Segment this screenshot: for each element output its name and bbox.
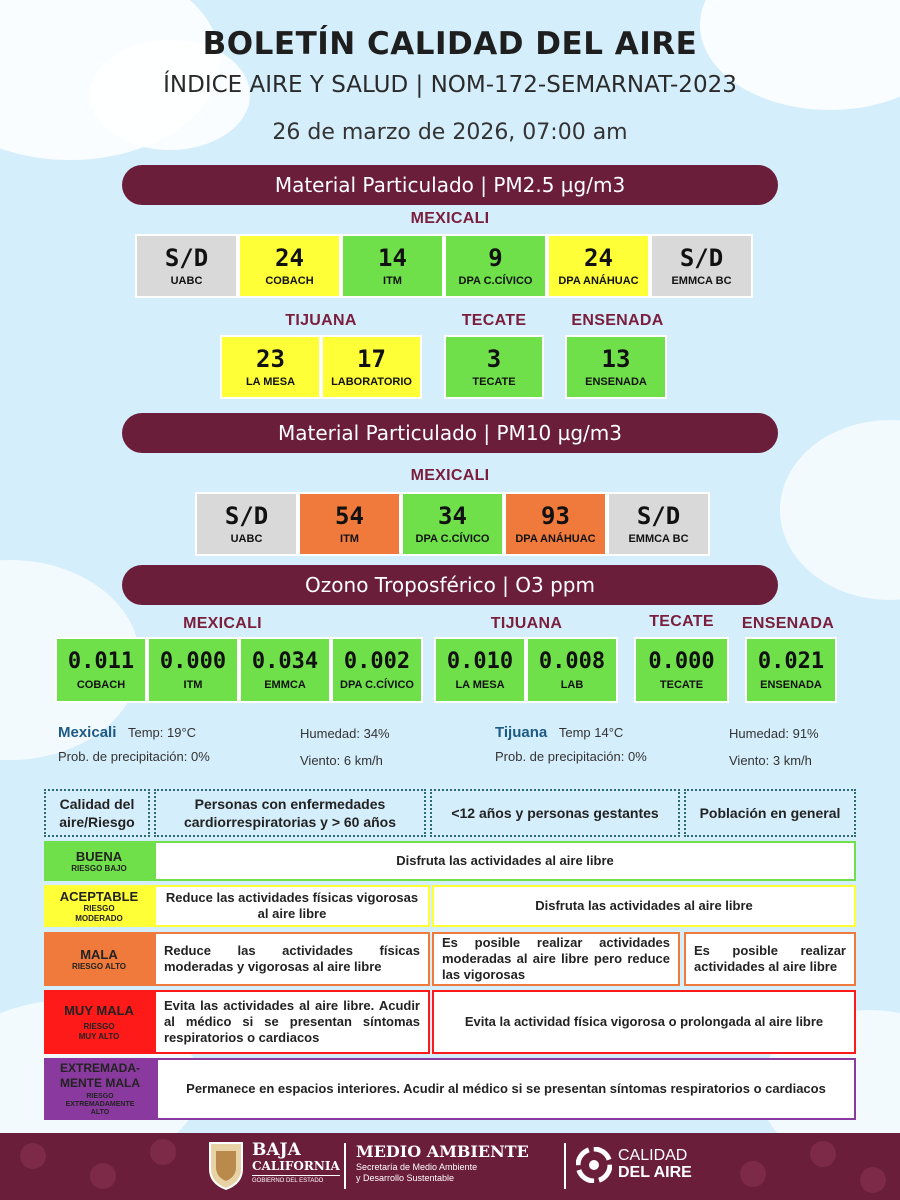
- station-cell: [547, 234, 650, 298]
- station-value: S/D: [164, 244, 209, 272]
- pm25-city-mexicali: MEXICALI: [410, 210, 490, 227]
- level-extrema-name: EXTREMADA-MENTE MALA: [60, 1061, 140, 1090]
- station-cell: [239, 637, 331, 703]
- station-value: 0.002: [343, 649, 411, 674]
- station-cell: [321, 335, 422, 399]
- station-name: TECATE: [472, 376, 516, 388]
- footer-ca-line1: CALIDAD: [618, 1147, 688, 1164]
- muymala-others-message: Evita la actividad física vigorosa o prolongada al aire libre: [432, 990, 856, 1054]
- baja-california-logo: [206, 1139, 246, 1191]
- level-extrema: [44, 1058, 156, 1120]
- level-buena-risk: RIESGO BAJO: [71, 863, 127, 873]
- footer: [0, 1133, 900, 1200]
- weather-tijuana-temp: Temp 14°C: [558, 725, 624, 740]
- station-name: DPA ANÁHUAC: [558, 275, 639, 287]
- level-mala-name: MALA: [80, 946, 118, 962]
- station-cell: [238, 234, 341, 298]
- weather-mexicali-wind: Viento: 6 km/h: [300, 753, 383, 768]
- o3-banner: Ozono Troposférico | O3 ppm: [122, 565, 778, 605]
- level-aceptable-risk: RIESGO MODERADO: [75, 903, 123, 923]
- station-cell: [526, 637, 618, 703]
- station-name: UABC: [230, 533, 263, 545]
- level-mala-risk: RIESGO ALTO: [71, 961, 127, 971]
- station-name: LAB: [560, 679, 584, 691]
- station-name: ITM: [183, 679, 203, 691]
- station-value: S/D: [679, 244, 724, 272]
- footer-bc-line1: BAJA: [252, 1140, 301, 1160]
- footer-pattern: [20, 1143, 46, 1169]
- footer-ma-line2: Secretaría de Medio Ambiente: [356, 1162, 478, 1172]
- station-name: ITM: [383, 275, 402, 287]
- station-name: LA MESA: [245, 376, 296, 388]
- footer-pattern: [90, 1163, 116, 1189]
- station-value: 0.021: [757, 649, 825, 674]
- station-cell: [147, 637, 239, 703]
- o3-city-tecate: TECATE: [649, 613, 714, 630]
- muymala-cardio-message: Evita las actividades al aire libre. Acudir al médico si se presentan síntomas respiratorios o cardiacos: [154, 990, 430, 1054]
- station-value: 3: [486, 345, 502, 373]
- table-header-children: <12 años y personas gestantes: [430, 789, 680, 837]
- station-name: EMMCA BC: [671, 275, 732, 287]
- weather-tijuana-humidity: Humedad: 91%: [729, 726, 819, 741]
- station-value: 14: [378, 244, 407, 272]
- table-header-risk: Calidad del aire/Riesgo: [44, 789, 150, 837]
- pm25-city-ensenada: ENSENADA: [571, 312, 664, 329]
- station-cell: [504, 492, 607, 556]
- pm25-city-tijuana: TIJUANA: [285, 312, 357, 329]
- level-mala: [44, 932, 154, 986]
- station-name: DPA C.CÍVICO: [415, 533, 490, 545]
- mala-cardio-message: Reduce las actividades físicas moderadas y vigorosas al aire libre: [154, 932, 430, 986]
- station-value: 9: [488, 244, 503, 272]
- footer-pattern: [860, 1167, 886, 1193]
- footer-pattern: [810, 1141, 836, 1167]
- footer-pattern: [150, 1139, 176, 1165]
- station-cell: [55, 637, 147, 703]
- o3-city-tijuana: TIJUANA: [490, 615, 563, 632]
- pm25-city-tecate: TECATE: [461, 312, 527, 329]
- level-aceptable: [44, 885, 154, 927]
- station-value: 0.010: [446, 649, 514, 674]
- pm10-city-mexicali: MEXICALI: [410, 467, 490, 484]
- station-value: S/D: [636, 502, 681, 530]
- station-name: DPA ANÁHUAC: [515, 533, 596, 545]
- station-value: 13: [601, 345, 631, 373]
- footer-bc-line3: GOBIERNO DEL ESTADO: [252, 1175, 340, 1186]
- station-cell: [135, 234, 238, 298]
- station-value: 0.000: [648, 649, 715, 674]
- level-buena: [44, 841, 154, 881]
- air-quality-icon: [576, 1147, 612, 1183]
- o3-city-mexicali: MEXICALI: [183, 615, 262, 632]
- station-value: 0.034: [251, 649, 319, 674]
- weather-tijuana-wind: Viento: 3 km/h: [729, 753, 812, 768]
- footer-pattern: [740, 1161, 766, 1187]
- station-name: ITM: [340, 533, 359, 545]
- station-name: LABORATORIO: [331, 376, 412, 388]
- aceptable-cardio-message: Reduce las actividades físicas vigorosas al aire libre: [154, 885, 430, 927]
- station-cell: [341, 234, 444, 298]
- station-name: COBACH: [76, 679, 126, 691]
- table-header-cardio: Personas con enfermedades cardiorrespiratorias y > 60 años: [154, 789, 426, 837]
- mala-children-message: Es posible realizar actividades moderadas al aire libre pero reduce las vigorosas: [432, 932, 680, 986]
- station-name: DPA C.CÍVICO: [340, 679, 414, 691]
- weather-mexicali-temp: Temp: 19°C: [128, 725, 197, 740]
- station-name: EMMCA: [264, 679, 306, 691]
- footer-bc-line2: CALIFORNIA: [252, 1159, 340, 1173]
- weather-mexicali-city: Mexicali: [58, 724, 117, 741]
- level-buena-name: BUENA: [75, 848, 123, 864]
- level-muymala-name: MUY MALA: [64, 1002, 134, 1018]
- station-name: TECATE: [659, 679, 704, 691]
- level-muymala: [44, 990, 154, 1054]
- baja-california-text: [252, 1141, 340, 1186]
- bulletin-date: 26 de marzo de 2026, 07:00 am: [272, 120, 628, 145]
- station-value: 0.000: [159, 649, 227, 674]
- level-aceptable-name: ACEPTABLE: [59, 888, 139, 904]
- station-cell: [745, 637, 837, 703]
- weather-tijuana: [495, 724, 855, 774]
- station-cell: [565, 335, 667, 399]
- table-header-general: Población en general: [684, 789, 856, 837]
- weather-tijuana-precip: Prob. de precipitación: 0%: [495, 749, 647, 764]
- station-cell: [444, 234, 547, 298]
- calidad-aire-logo: [576, 1147, 612, 1183]
- footer-divider: [564, 1143, 566, 1189]
- station-value: 24: [584, 244, 613, 272]
- station-value: 0.008: [538, 649, 606, 674]
- station-cell: [331, 637, 423, 703]
- weather-mexicali: [58, 724, 438, 774]
- station-value: 34: [438, 502, 467, 530]
- station-name: EMMCA BC: [628, 533, 689, 545]
- state-shield-icon: [206, 1139, 246, 1191]
- station-cell: [434, 637, 526, 703]
- station-cell: [195, 492, 298, 556]
- station-value: 24: [275, 244, 304, 272]
- station-value: 17: [357, 345, 386, 373]
- aceptable-others-message: Disfruta las actividades al aire libre: [432, 885, 856, 927]
- station-value: 0.011: [67, 649, 135, 674]
- level-extrema-risk: RIESGO EXTREMADAMENTE ALTO: [65, 1093, 135, 1116]
- weather-mexicali-precip: Prob. de precipitación: 0%: [58, 749, 210, 764]
- station-name: ENSENADA: [760, 679, 822, 691]
- buena-all-message: Disfruta las actividades al aire libre: [154, 841, 856, 881]
- station-cell: [220, 335, 321, 399]
- weather-tijuana-city: Tijuana: [495, 724, 548, 741]
- extrema-all-message: Permanece en espacios interiores. Acudir al médico si se presentan síntomas respiratorios o cardiacos: [156, 1058, 856, 1120]
- station-cell: [650, 234, 753, 298]
- station-cell: [298, 492, 401, 556]
- pm10-banner: Material Particulado | PM10 µg/m3: [122, 413, 778, 453]
- calidad-aire-text: [618, 1147, 692, 1181]
- station-name: COBACH: [265, 275, 314, 287]
- station-name: DPA C.CÍVICO: [458, 275, 533, 287]
- page-title: BOLETÍN CALIDAD DEL AIRE: [202, 26, 698, 62]
- station-cell: [444, 335, 544, 399]
- station-value: S/D: [224, 502, 269, 530]
- pm25-banner: Material Particulado | PM2.5 µg/m3: [122, 165, 778, 205]
- cloud-decoration: [780, 420, 900, 600]
- station-name: UABC: [170, 275, 203, 287]
- page-subtitle: ÍNDICE AIRE Y SALUD | NOM-172-SEMARNAT-2023: [163, 72, 737, 98]
- station-value: 23: [256, 345, 285, 373]
- weather-mexicali-humidity: Humedad: 34%: [300, 726, 390, 741]
- footer-divider: [344, 1143, 346, 1189]
- station-value: 93: [541, 502, 570, 530]
- station-cell: [634, 637, 729, 703]
- footer-ma-line3: y Desarrollo Sustentable: [356, 1173, 455, 1183]
- station-name: LA MESA: [455, 679, 505, 691]
- o3-city-ensenada: ENSENADA: [741, 615, 835, 632]
- footer-ca-line2: DEL AIRE: [618, 1164, 692, 1181]
- medio-ambiente-text: [356, 1143, 529, 1184]
- station-cell: [401, 492, 504, 556]
- footer-ma-line1: MEDIO AMBIENTE: [356, 1142, 529, 1161]
- level-muymala-risk: RIESGO MUY ALTO: [78, 1021, 120, 1041]
- station-cell: [607, 492, 710, 556]
- station-value: 54: [335, 502, 364, 530]
- mala-general-message: Es posible realizar actividades al aire libre: [684, 932, 856, 986]
- station-name: ENSENADA: [585, 376, 647, 388]
